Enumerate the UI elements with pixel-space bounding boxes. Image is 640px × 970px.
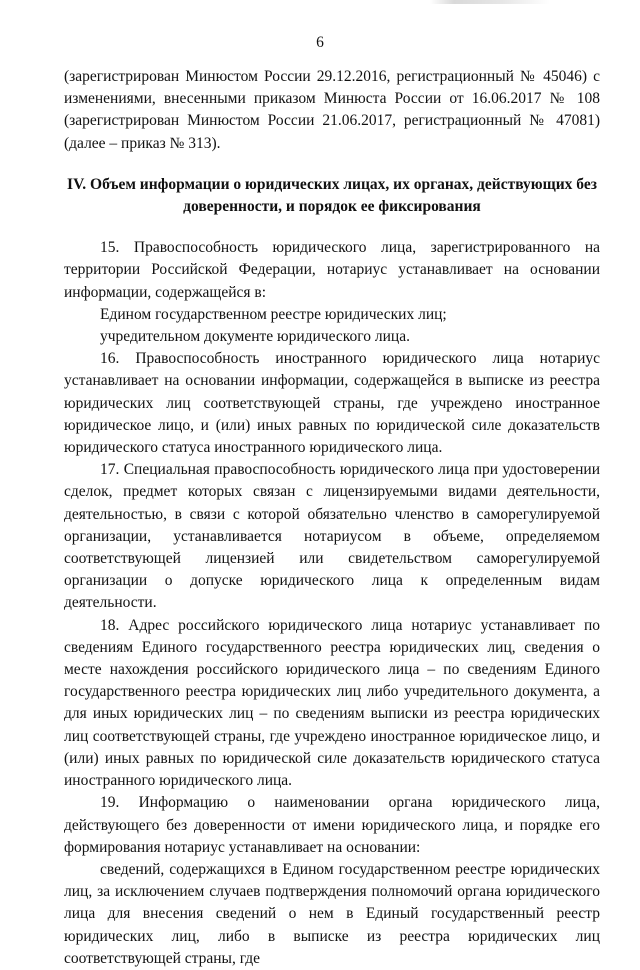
page-number: 6 xyxy=(316,34,324,51)
paragraph-19-continuation: сведений, содержащихся в Едином государственном реестре юридических лиц, за исключением случаев подтверждения полномочий органа юридического лица для внесения сведений о нем в Единый государственный реестр юридических лиц, либо в выписке из реестра юридических лиц соответствующей страны, где xyxy=(64,860,600,967)
list-item-register: Едином государственном реестре юридических лиц; xyxy=(100,305,447,323)
paragraph-16: 16. Правоспособность иностранного юридического лица нотариус устанавливает на основании информации, содержащейся в выписке из реестра юридических лиц соответствующей страны, где учреждено иностранное юридическое лицо, и (или) иных равных по юридической силе доказательств юридического статуса иностранного юридического лица. xyxy=(64,350,600,457)
paragraph-18: 18. Адрес российского юридического лица нотариус устанавливает по сведениям Единого государственного реестра юридических лиц, сведения о месте нахождения российского юридического лица – по сведениям Единого государственного реестра юридических лиц либо учредительного документа, а для иных юридических лиц – по сведениям выписки из реестра юридических лиц соответствующей страны, где учреждено иностранное юридическое лицо, и (или) иных равных по юридической силе доказательств юридического статуса иностранного юридического лица. xyxy=(64,616,600,790)
scan-artifact xyxy=(430,0,550,4)
paragraph-19: 19. Информацию о наименовании органа юридического лица, действующего без доверенности от имени юридического лица, и порядке его формирования нотариус устанавливает на основании: xyxy=(64,794,600,856)
document-body xyxy=(64,66,600,970)
intro-paragraph: (зарегистрирован Минюстом России 29.12.2016, регистрационный № 45046) с изменениями, внесенными приказом Минюста России от 16.06.2017 № 108 (зарегистрирован Минюстом России 21.06.2017, регистрационный № 47081) (далее – приказ № 313). xyxy=(64,68,600,152)
paragraph-17: 17. Специальная правоспособность юридического лица при удостоверении сделок, предмет которых связан с лицензируемыми видами деятельности, деятельностью, в связи с которой обязательно членство в саморегулируемой организации, устанавливается нотариусом в объеме, определяемом соответствующей лицензией или свидетельством саморегулируемой организации о допуске юридического лица к определенным видам деятельности. xyxy=(64,461,600,612)
list-item-charter: учредительном документе юридического лица. xyxy=(100,328,410,346)
section-heading: IV. Объем информации о юридических лицах, их органах, действующих без доверенности, и порядок ее фиксирования xyxy=(67,175,597,216)
paragraph-15: 15. Правоспособность юридического лица, зарегистрированного на территории Российской Федерации, нотариус устанавливает на основании информации, содержащейся в: xyxy=(64,239,600,301)
